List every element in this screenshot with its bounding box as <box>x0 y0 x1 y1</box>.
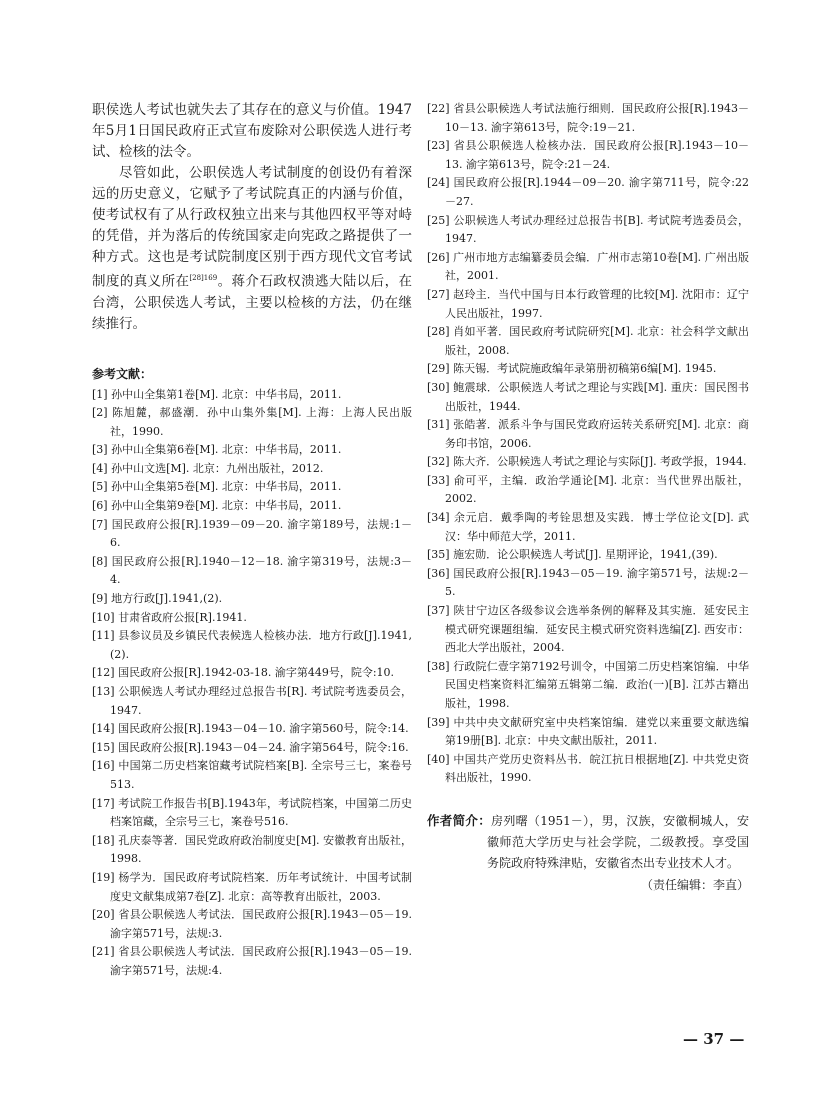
reference-item: [2] 陈旭麓，郝盛潮．孙中山集外集[M]. 上海：上海人民出版社，1990. <box>92 406 412 438</box>
reference-item: [29] 陈天锡．考试院施政编年录第册初稿第6编[M]. 1945. <box>427 362 717 376</box>
reference-item: [27] 赵玲主．当代中国与日本行政管理的比较[M]. 沈阳市：辽宁人民出版社，1997. <box>427 287 749 320</box>
reference-item: [24] 国民政府公报[R].1944－09－20. 渝字第711号，院令:22－27. <box>427 176 749 208</box>
reference-item: [7] 国民政府公报[R].1939－09－20. 渝字第189号，法规:1－6. <box>92 517 412 550</box>
author-label: 作者简介： <box>427 812 492 828</box>
reference-item: [12] 国民政府公报[R].1942-03-18. 渝字第449号，院令:10. <box>92 666 395 680</box>
author-text: 房列曙（1951－），男，汉族，安徽桐城人，安徽师范大学历史与社会学院，二级教授。享受国务院政府特殊津贴，安徽省杰出专业技术人才。 <box>487 813 749 870</box>
reference-item: [4] 孙中山文选[M]. 北京：九州出版社，2012. <box>92 461 324 475</box>
reference-item: [26] 广州市地方志编纂委员会编．广州市志第10卷[M]. 广州出版社，2001. <box>427 250 749 283</box>
reference-item: [40] 中国共产党历史资料丛书．皖江抗日根据地[Z]. 中共党史资料出版社，1990. <box>427 752 749 785</box>
reference-item: [37] 陕甘宁边区各级参议会选举条例的解释及其实施．延安民主模式研究课题组编．延安民主模式研究资料选编[Z]. 西安市：西北大学出版社，2004. <box>427 604 749 655</box>
reference-item: [34] 余元启．戴季陶的考铨思想及实践．博士学位论文[D]. 武汉：华中师范大学，2011. <box>427 511 749 543</box>
reference-item: [25] 公职候选人考试办理经过总报告书[B]. 考试院考选委员会，1947. <box>427 213 749 246</box>
body-paragraph-2 <box>92 163 412 335</box>
reference-item: [28] 肖如平著．国民政府考试院研究[M]. 北京：社会科学文献出版社，2008. <box>427 325 749 357</box>
reference-item: [36] 国民政府公报[R].1943－05－19. 渝字第571号，法规:2－5. <box>427 566 749 599</box>
reference-item: [14] 国民政府公报[R].1943－04－10. 渝字第560号，院令:14. <box>92 722 409 736</box>
reference-item: [22] 省县公职候选人考试法施行细则．国民政府公报[R].1943－10－13. 渝字第613号，院令:19－21. <box>427 102 749 134</box>
right-column <box>427 100 749 893</box>
reference-item: [17] 考试院工作报告书[B].1943年，考试院档案，中国第二历史档案馆藏，全宗号三七，案卷号516. <box>92 796 412 829</box>
editor-note: （责任编辑：李直） <box>640 877 749 892</box>
reference-item: [32] 陈大齐．公职候选人考试之理论与实际[J]. 考政学报，1944. <box>427 455 747 469</box>
page-number: — 37 — <box>683 1030 745 1048</box>
left-column <box>92 100 412 981</box>
references-heading: 参考文献： <box>92 366 153 381</box>
references-list-right <box>427 100 749 788</box>
reference-item: [5] 孙中山全集第5卷[M]. 北京：中华书局，2011. <box>92 480 342 494</box>
reference-item: [30] 鲍震球．公职候选人考试之理论与实践[M]. 重庆：国民图书出版社，1944. <box>427 380 749 413</box>
reference-item: [1] 孙中山全集第1卷[M]. 北京：中华书局，2011. <box>92 387 342 401</box>
reference-item: [21] 省县公职候选人考试法．国民政府公报[R].1943－05－19. 渝字第571号，法规:4. <box>92 945 412 977</box>
reference-item: [18] 孔庆泰等著．国民党政府政治制度史[M]. 安徽教育出版社，1998. <box>92 833 412 866</box>
reference-item: [11] 县参议员及乡镇民代表候选人检核办法．地方行政[J].1941,(2). <box>92 629 412 661</box>
citation-superscript: [28]169 <box>189 274 218 282</box>
reference-item: [35] 施宏勋．论公职候选人考试[J]. 星期评论，1941,(39). <box>427 548 718 562</box>
reference-item: [13] 公职候选人考试办理经过总报告书[R]. 考试院考选委员会，1947. <box>92 685 412 717</box>
reference-item: [19] 杨学为．国民政府考试院档案．历年考试统计．中国考试制度史文献集成第7卷[Z]. 北京：高等教育出版社，2003. <box>92 870 412 903</box>
reference-item: [20] 省县公职候选人考试法．国民政府公报[R].1943－05－19. 渝字第571号，法规:3. <box>92 908 412 940</box>
reference-item: [9] 地方行政[J].1941,(2). <box>92 592 223 606</box>
reference-item: [33] 俞可平，主编．政治学通论[M]. 北京：当代世界出版社，2002. <box>427 473 749 506</box>
author-bio <box>427 810 749 874</box>
reference-item: [23] 省县公职候选人检核办法．国民政府公报[R].1943－10－13. 渝字第613号，院令:21－24. <box>427 139 749 171</box>
reference-item: [31] 张皓著．派系斗争与国民党政府运转关系研究[M]. 北京：商务印书馆，2006. <box>427 418 749 450</box>
body-paragraph-1: 职侯选人考试也就失去了其存在的意义与价值。1947年5月1日国民政府正式宣布废除对公职侯选人进行考试、检核的法令。 <box>92 102 412 160</box>
reference-item: [38] 行政院仁壹字第7192号训令，中国第二历史档案馆编．中华民国史档案资料汇编第五辑第二编．政治(一)[B]. 江苏古籍出版社，1998. <box>427 659 749 710</box>
reference-item: [15] 国民政府公报[R].1943－04－24. 渝字第564号，院令:16. <box>92 740 409 754</box>
reference-item: [3] 孙中山全集第6卷[M]. 北京：中华书局，2011. <box>92 443 342 457</box>
reference-item: [16] 中国第二历史档案馆藏考试院档案[B]. 全宗号三七，案卷号513. <box>92 759 412 791</box>
references-list-left <box>92 386 412 981</box>
body-paragraph-2-tail: 。蒋介石政权溃逃大陆以后，在台湾，公职侯选人考试，主要以检核的方法，仍在继续推行。 <box>92 273 412 332</box>
reference-item: [39] 中共中央文献研究室中央档案馆编．建党以来重要文献选编第19册[B]. 北京：中央文献出版社，2011. <box>427 715 749 748</box>
body-paragraph-2-text: 尽管如此，公职侯选人考试制度的创设仍有着深远的历史意义，它赋予了考试院真正的内涵与价值，使考试权有了从行政权独立出来与其他四权平等对峙的凭借，并为落后的传统国家走向宪政之路提供了一种方式。这也是考试院制度区别于西方现代文官考试制度的真义所在 <box>92 165 412 290</box>
reference-item: [6] 孙中山全集第9卷[M]. 北京：中华书局，2011. <box>92 499 342 513</box>
reference-item: [8] 国民政府公报[R].1940－12－18. 渝字第319号，法规:3－4. <box>92 554 412 587</box>
reference-item: [10] 甘肃省政府公报[R].1941. <box>92 610 247 624</box>
